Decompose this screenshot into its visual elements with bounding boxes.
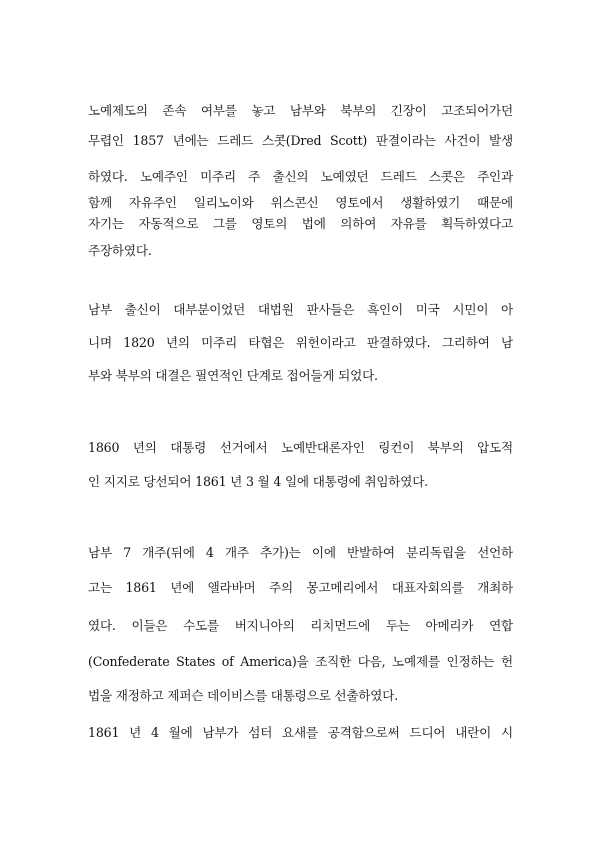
text-line: 인 지지로 당선되어 1861 년 3 월 4 일에 대통령에 취임하였다. xyxy=(88,474,428,489)
text-line: 남부 7 개주(뒤에 4 개주 추가)는 이에 반발하여 분리독립을 선언하 xyxy=(88,545,513,560)
text-line: 남부 출신이 대부분이었던 대법원 판사들은 흑인이 미국 시민이 아 xyxy=(88,302,513,317)
text-line: 함께 자유주인 일리노이와 위스콘신 영토에서 생활하였기 때문에 xyxy=(88,195,513,210)
text-line: 1861 년 4 월에 남부가 섬터 요새를 공격함으로써 드디어 내란이 시 xyxy=(88,725,513,740)
text-line: 주장하였다. xyxy=(88,243,152,258)
text-line: (Confederate States of America)을 조직한 다음, 노예제를 인정하는 헌 xyxy=(88,654,513,669)
text-line: 고는 1861 년에 앨라바머 주의 몽고메리에서 대표자회의를 개최하 xyxy=(88,580,513,595)
text-line: 부와 북부의 대결은 필연적인 단계로 접어들게 되었다. xyxy=(88,368,378,383)
text-line: 1860 년의 대통령 선거에서 노예반대론자인 링컨이 북부의 압도적 xyxy=(88,440,513,455)
text-line: 하였다. 노예주인 미주리 주 출신의 노예였던 드레드 스콧은 주인과 xyxy=(88,169,513,184)
text-line: 무렵인 1857 년에는 드레드 스콧(Dred Scott) 판결이라는 사건이 발생 xyxy=(88,133,513,148)
text-line: 법을 재정하고 제퍼슨 데이비스를 대통령으로 선출하였다. xyxy=(88,688,398,703)
text-line: 였다. 이들은 수도를 버지니아의 리치먼드에 두는 아메리카 연합 xyxy=(88,618,513,633)
text-line: 니며 1820 년의 미주리 타협은 위헌이라고 판결하였다. 그리하여 남 xyxy=(88,335,513,350)
text-line: 자기는 자동적으로 그를 영토의 법에 의하여 자유를 획득하였다고 xyxy=(88,216,513,231)
text-line: 노예제도의 존속 여부를 놓고 남부와 북부의 긴장이 고조되어가던 xyxy=(88,103,513,118)
